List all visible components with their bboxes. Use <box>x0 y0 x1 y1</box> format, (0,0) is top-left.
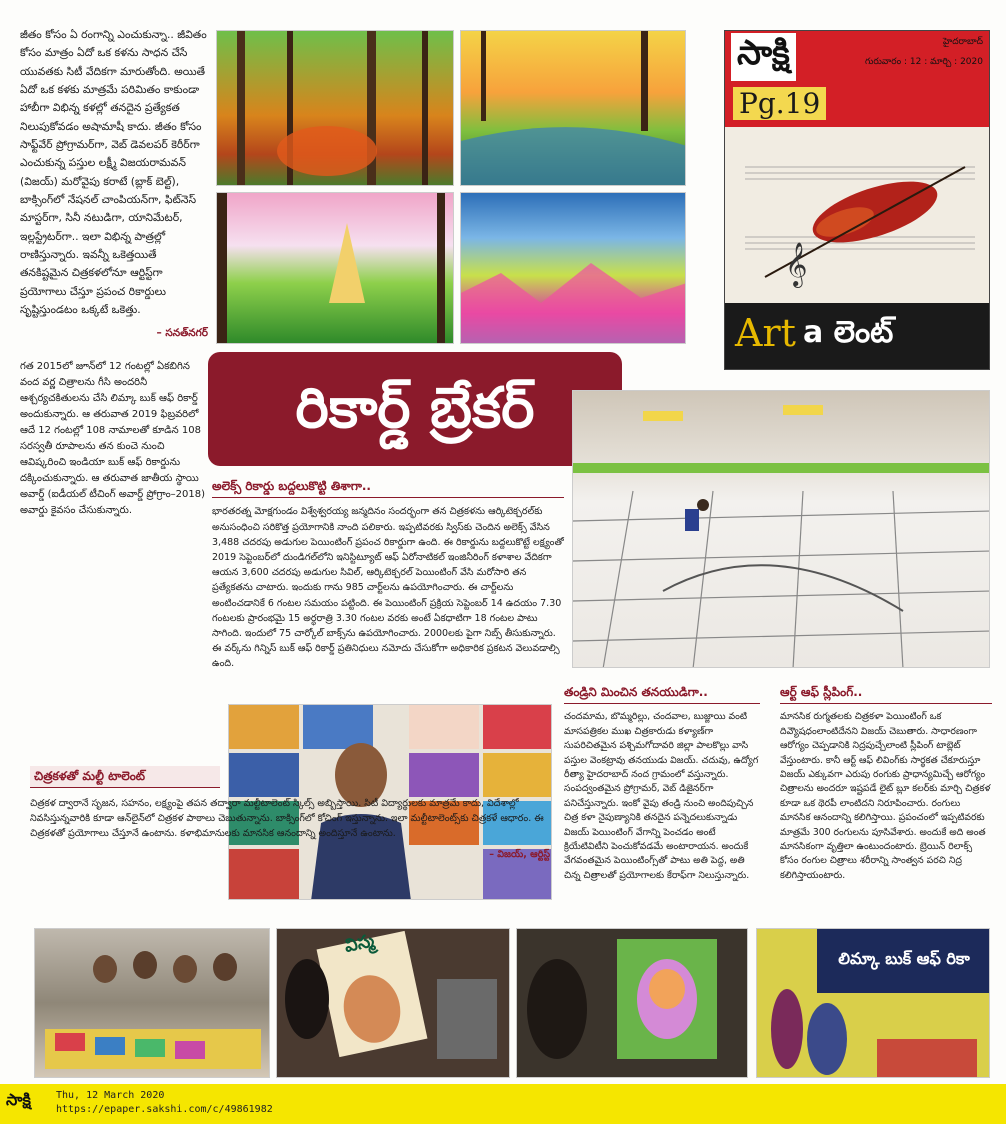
painting-river-sunset <box>460 30 686 186</box>
painting-colorful-field-art <box>461 193 686 344</box>
sleeping-body: మానసిక రుగ్మతలకు చిత్రకళా పెయింటింగ్ ఒక దివ్యౌషధంలాంటిదేనని విజయ్ చెబుతారు. సాధారణంగా ఆరోగ్యం చెప్పడానికి నిద్రపుచ్చేలాంటి స్లీపింగ్ టాబ్లెట్ వేస్తుంటారు. కానీ ఆర్ట్ ఆఫ్ లివింగ్‌కు సార్థకత చేకూరుస్తూ విజయ్ ఎక్కువగా ఎరుపు రంగుకు ప్రాధాన్యమిచ్చే ఆరోగ్యం చిత్రాలను అందరూ ఇష్టపడే లైట్ బ్లూ కలర్‌కు మార్చి చిత్రకళ కూడా ఒక థెరపీ లాంటిదని నిరూపించారు. రంగులు మానసిక ఆనందాన్ని కలిగిస్తాయి. ప్రపంచంలో ఇప్పటివరకు మాత్రమే 300 రంగులను పూసివేశారు. అందుకే అది అంత మానసికంగా వృత్తిలా ఉంటుందంటారు. బ్రెయిన్ రిలాక్స్ కోసం రంగుల చిత్రాలు శరీరాన్ని సాంత్వన పరచి నిద్ర కలిగిస్తాయంటారు. <box>780 711 991 881</box>
violin-artwork <box>725 127 989 303</box>
painting-girl-art <box>277 929 510 1078</box>
masthead-box <box>724 30 990 370</box>
art-talent-talent-word: a లెంట్ <box>803 315 894 350</box>
headline: రికార్డ్ బ్రేకర్ <box>295 376 535 441</box>
talent-heading: చిత్రకళతో మల్టీ టాలెంట్ <box>30 766 220 788</box>
floor-painting-photo <box>572 390 990 668</box>
record-section <box>212 478 564 677</box>
violin-artwork-art <box>725 127 989 303</box>
sleeping-section <box>780 684 992 889</box>
painting-river-sunset-art <box>461 31 686 186</box>
limca-banner-text: లిమ్కా బుక్ ఆఫ్ రికా <box>838 949 970 968</box>
father-body: చందమామ, బొమ్మరిల్లు, చందవాల, బుజ్జాయి వంటి మాసపత్రికల ముఖ చిత్రకారుడు కళ్యాణ్‌గా సుపరిచితమైన పశ్చిమగోదావరి జిల్లా పాలకొల్లు వాసి పస్తుల వెంకట్రావు తనయుడు విజయ్. చదువు, ఉద్యోగ రీత్యా హైదరాబాద్ నంద గ్రామంలో వస్తున్నారు. సంపద్వంతమైన ప్రోగ్రామర్, వెబ్ డిజైనర్‌గా పనిచేస్తున్నారు. ఇంకో వైపు తండ్రి నుంచి అందిపుచ్చిన చిత్ర కళా నైపుణ్యానికి తనదైన పన్నెదలుకున్నాడు విజయ్ పెయింటింగ్ వేగాన్ని పెంచడం అంటే క్రియేటివిటీని పెంచుకోవడమే అంటారాయన. అందుకే వేగవంతమైన పెయింటింగ్స్‌తో పాటు అతి పెద్ద, అతి చిన్న చిత్రాలతో ప్రయోగాలకు కేరాఫ్‌గా నిలుస్తున్నారు. <box>564 711 759 881</box>
ganesha-painting-art <box>517 929 748 1078</box>
footer-url[interactable]: https://epaper.sakshi.com/c/49861982 <box>56 1104 273 1115</box>
painting-girl-photo <box>276 928 510 1078</box>
ganesha-painting-photo <box>516 928 748 1078</box>
left-column-body: జీతం కోసం ఏ రంగాన్ని ఎంచుకున్నా.. జీవితం కోసం మాత్రం ఏదో ఒక కళను సాధన చేసే యువతకు సిటీ వేదికగా మారుతోంది. అయితే ఏదో ఒక కళకు మాత్రమే పరిమితం కాకుండా హాబీగా విభిన్న కళల్లో తనదైన ప్రత్యేకత నిలుపుకోవడం అషామాషీ కాదు. జీతం కోసం సాఫ్ట్‌వేర్ ప్రోగ్రామర్‌గా, వెబ్ డెవలపర్ కెరీర్‌గా ఎంచుకున్న పస్తుల లక్ష్మీ విజయరామవన్ (విజయ్) మరోవైపు కరాటే (బ్లాక్ బెల్ట్), బాక్సింగ్‌లో నేషనల్ చాంపియన్‌గా, ఫిట్‌నెస్ మాస్టర్‌గా, సినీ నటుడిగా, యానిమేటర్, ఇల్లస్ట్రేటర్‌గా.. ఇలా విభిన్న పాత్రల్లో రాణిస్తున్నారు. ఇవన్నీ ఒకెత్తయితే తనకిష్టమైన చిత్రకళలోనూ ఆర్టిస్ట్‌గా ప్రయోగాలు చేస్తూ ప్రపంచ రికార్డులు సృష్టిస్తుండటం ఒక్కటే ఒకెత్తు. <box>20 28 207 317</box>
father-heading: తండ్రిని మించిన తనయుడిగా.. <box>564 684 760 704</box>
sleeping-heading: ఆర్ట్ ఆఫ్ స్లీపింగ్.. <box>780 684 992 704</box>
talent-body: చిత్రకళ ద్వారానే సృజన, సహనం, లక్ష్యంపై తపన తద్వారా మల్టీటాలెంట్ స్కిల్స్ అబ్బిస్తాయి. సిటీ విద్యార్థులకు మాత్రమే కాదు, విదేశాల్లో నివసిస్తున్నవారికి కూడా ఆన్‌లైన్‌లో చిత్రకళ పాఠాలు చెబుతున్నాను. బాక్సింగ్‌లో కోచింగ్ ఇస్తున్నాను. ఇలా మల్టీటాలెంట్స్‌కు చిత్రకళే ఆధారం. ఈ చిత్రకళతో ప్రయోగాలు చేస్తూనే ఉంటాను. కళాభిమానులకు మానసిక ఆనందాన్ని అందిస్తూనే ఉంటాను. <box>30 798 544 840</box>
svg-text:𝄞: 𝄞 <box>785 242 808 286</box>
exhibition-photo-art <box>35 929 270 1078</box>
painting-colorful-field <box>460 192 686 344</box>
record-body: భారతరత్న మోక్షగుండం విశ్వేశ్వరయ్య జన్మదినం సందర్భంగా తన చిత్రకళను ఆర్కిటెక్చరల్‌కు అనుసంధించి సరికొత్త ప్రయోగానికి నాంది పలికారు. ఇప్పటివరకు స్విస్‌కు చెందిన అలెక్స్ వేసిన 3,488 చదరపు అడుగుల పెయింటింగ్ ప్రపంచ రికార్డుగా ఉంది. ఈ రికార్డును బద్దలుకొట్టే లక్ష్యంతో 2019 సెప్టెంబర్‌లో దుండిగల్‌లోని ఇనిస్టిట్యూట్ ఆఫ్ ఏరోనాటికల్ ఇంజినీరింగ్ కళాశాల వేదికగా ఆయన 3,600 చదరపు అడుగుల సివిల్, ఆర్కిటెక్చరల్ పెయింటింగ్ వేసి మరోసారి తన ప్రత్యేకతను చాటారు. ఇందుకు గాను 985 చార్ట్‌లను ఉపయోగించారు. ఈ చార్ట్‌లను అంటించడానికే 6 గంటల సమయం పట్టింది. ఈ పెయింటింగ్ ప్రక్రియ సెప్టెంబర్ 14 ఉదయం 7.30 గంటలకు ప్రారంభమై 15 అర్ధరాత్రి 3.30 గంటల వరకు అంటే ఏకధాటిగా 18 గంటల పాటు సాగింది. ఇందులో 75 చార్కోల్ బాక్స్‌ను ఉపయోగించారు. 2000లకు పైగా నిబ్స్ తీసుకున్నారు. ఈ వర్క్‌ను గిన్నిస్ బుక్ ఆఫ్ రికార్డ్ ప్రతినిధులు నమోదు చేసుకోగా అధికారిక ప్రకటన వెలువడాల్సి ఉంది. <box>212 506 564 670</box>
record-subheading: అలెక్స్ రికార్డు బద్దలుకొట్టి తిశాగా.. <box>212 478 564 498</box>
record-event-art <box>757 929 990 1078</box>
left-column-body-2: గత 2015లో జూన్‌లో 12 గంటల్లో ఏకబిగిన వంద వర్ణ చిత్రాలను గీసి అందరినీ ఆశ్చర్యచకితులను చేసి లిమ్కా బుక్ ఆఫ్ రికార్డ్ అందుకున్నారు. ఆ తరువాత 2019 ఫిబ్రవరిలో ఆదే 12 గంటల్లో 108 నామాలతో కూడిన 108 సరస్వతీ రూపాలను తన కుంచె నుంచి ఆవిష్కరించి ఇండియా బుక్ ఆఫ్ రికార్డును దక్కించుకున్నారు. ఆ తరువాత జాతీయ స్థాయి అవార్డ్ (ఐడీయల్ టీచింగ్ అవార్డ్ ప్రోగ్రాం–2018) అవార్డు కైవసం చేసుకున్నారు. <box>20 360 206 516</box>
masthead-city: హైదరాబాద్ <box>942 37 983 47</box>
headline-box <box>208 352 622 466</box>
father-section <box>564 684 760 889</box>
painting-forest-autumn <box>216 30 454 186</box>
masthead-date: గురువారం : 12 : మార్చి : 2020 <box>865 57 983 67</box>
art-talent-band <box>725 303 989 369</box>
art-talent-art-word: Art <box>735 311 796 355</box>
footer-logo: సాక్షి <box>6 1090 31 1109</box>
exhibition-photo <box>34 928 270 1078</box>
floor-painting-art <box>573 391 990 668</box>
left-column-credit: – సనత్‌నగర్ <box>156 326 208 339</box>
painting-forest-autumn-art <box>217 31 454 186</box>
record-event-photo <box>756 928 990 1078</box>
masthead-top <box>725 31 989 127</box>
left-column <box>20 26 208 525</box>
footer-date: Thu, 12 March 2020 <box>56 1090 165 1101</box>
talent-section <box>30 766 220 788</box>
masthead-page-label: Pg.19 <box>733 87 826 120</box>
masthead-logo: సాక్షి <box>731 33 796 81</box>
painting-pine-meadow-art <box>217 193 454 344</box>
painting-pine-meadow <box>216 192 454 344</box>
book-title: విస్మ <box>342 930 377 957</box>
footer-bar <box>0 1084 1006 1124</box>
talent-body-box <box>30 796 550 861</box>
talent-credit: – విజయ్, ఆర్టిస్ట్ <box>489 848 550 860</box>
